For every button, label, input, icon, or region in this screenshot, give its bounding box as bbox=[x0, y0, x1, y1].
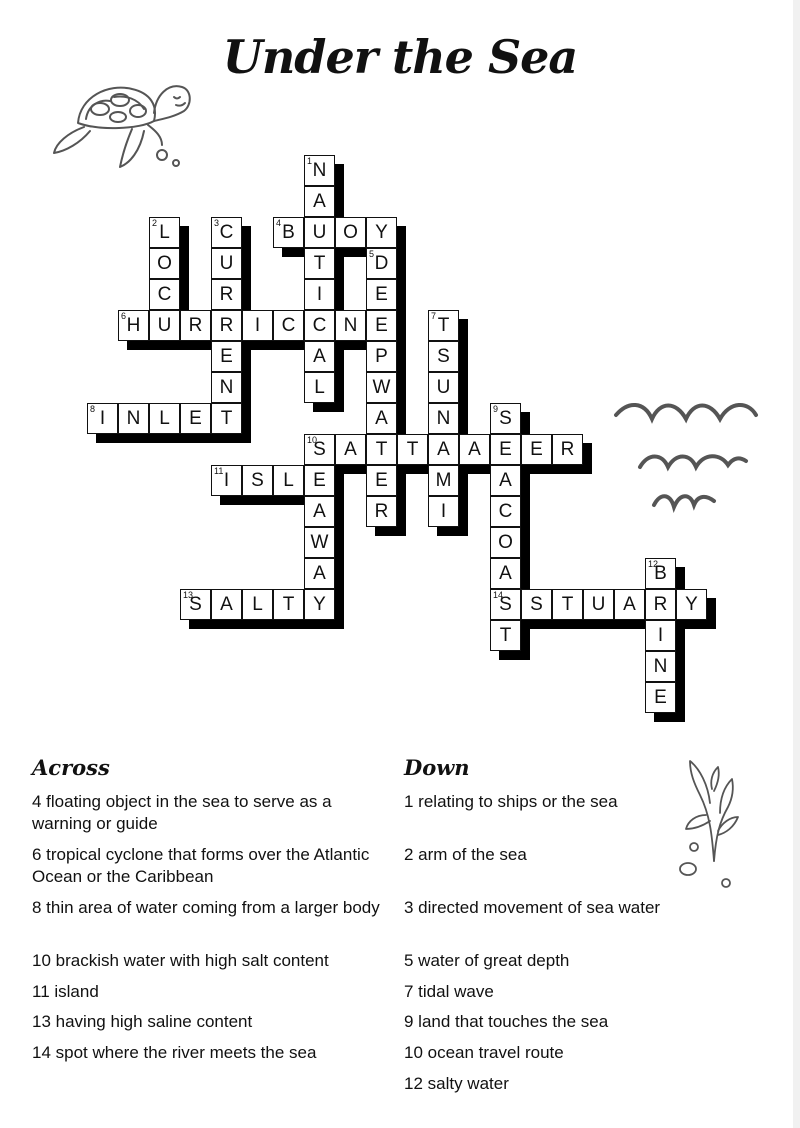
clue-number: 4 bbox=[276, 218, 282, 228]
crossword-cell[interactable]: R bbox=[366, 496, 397, 527]
crossword-cell[interactable]: U bbox=[304, 217, 335, 248]
clue-number: 7 bbox=[431, 311, 437, 321]
crossword-cell[interactable]: U bbox=[428, 372, 459, 403]
down-clue-10: 10 ocean travel route bbox=[404, 1043, 564, 1062]
crossword-cell[interactable]: W bbox=[366, 372, 397, 403]
crossword-cell[interactable]: C bbox=[490, 496, 521, 527]
crossword-cell[interactable]: T bbox=[490, 620, 521, 651]
down-clue-2: 2 arm of the sea bbox=[404, 845, 527, 864]
crossword-cell[interactable]: M bbox=[428, 465, 459, 496]
crossword-cell[interactable]: Y bbox=[304, 589, 335, 620]
crossword-cell[interactable]: E bbox=[645, 682, 676, 713]
down-clue-12: 12 salty water bbox=[404, 1074, 509, 1093]
crossword-cell[interactable]: E bbox=[366, 310, 397, 341]
down-clue-7: 7 tidal wave bbox=[404, 982, 494, 1001]
seaweed-icon bbox=[670, 755, 750, 895]
crossword-cell[interactable]: N bbox=[645, 651, 676, 682]
crossword-cell[interactable]: E bbox=[211, 341, 242, 372]
crossword-cell[interactable]: E bbox=[180, 403, 211, 434]
crossword-cell[interactable]: T bbox=[273, 589, 304, 620]
crossword-cell[interactable]: S 10 bbox=[304, 434, 335, 465]
crossword-cell[interactable]: A bbox=[490, 558, 521, 589]
across-clue-10: 10 brackish water with high salt content bbox=[32, 951, 329, 970]
crossword-cell[interactable]: I bbox=[304, 279, 335, 310]
crossword-cell[interactable]: S 13 bbox=[180, 589, 211, 620]
crossword-cell[interactable]: R bbox=[552, 434, 583, 465]
across-clue-6: 6 tropical cyclone that forms over the Atlantic Ocean or the Caribbean bbox=[32, 845, 370, 886]
clue-number: 10 bbox=[307, 435, 318, 445]
crossword-cell[interactable]: A bbox=[459, 434, 490, 465]
crossword-cell[interactable]: S 9 bbox=[490, 403, 521, 434]
clue-number: 6 bbox=[121, 311, 127, 321]
crossword-cell[interactable]: B 4 bbox=[273, 217, 304, 248]
crossword-cell[interactable]: A bbox=[366, 403, 397, 434]
crossword-cell[interactable]: S bbox=[242, 465, 273, 496]
down-clue-5: 5 water of great depth bbox=[404, 951, 570, 970]
crossword-cell[interactable]: O bbox=[490, 527, 521, 558]
crossword-cell[interactable]: D 5 bbox=[366, 248, 397, 279]
crossword-cell[interactable]: I 8 bbox=[87, 403, 118, 434]
crossword-cell[interactable]: U bbox=[149, 310, 180, 341]
crossword-cell[interactable]: C bbox=[273, 310, 304, 341]
crossword-cell[interactable]: R bbox=[211, 279, 242, 310]
crossword-cell[interactable]: N bbox=[211, 372, 242, 403]
crossword-cell[interactable]: A bbox=[304, 186, 335, 217]
crossword-cell[interactable]: C bbox=[304, 310, 335, 341]
clue-number: 5 bbox=[369, 249, 375, 259]
down-heading: Down bbox=[404, 755, 470, 780]
crossword-cell[interactable]: A bbox=[490, 465, 521, 496]
crossword-cell[interactable]: A bbox=[304, 341, 335, 372]
crossword-cell[interactable]: O bbox=[335, 217, 366, 248]
clue-number: 3 bbox=[214, 218, 220, 228]
crossword-cell[interactable]: T bbox=[552, 589, 583, 620]
crossword-cell[interactable]: S 14 bbox=[490, 589, 521, 620]
crossword-cell[interactable]: B 12 bbox=[645, 558, 676, 589]
crossword-cell[interactable]: Y bbox=[676, 589, 707, 620]
crossword-cell[interactable]: L bbox=[149, 403, 180, 434]
crossword-cell[interactable]: E bbox=[304, 465, 335, 496]
crossword-cell[interactable]: L bbox=[242, 589, 273, 620]
crossword-cell[interactable]: R bbox=[211, 310, 242, 341]
crossword-cell[interactable]: E bbox=[366, 465, 397, 496]
crossword-cell[interactable]: N bbox=[118, 403, 149, 434]
crossword-cell[interactable]: T bbox=[304, 248, 335, 279]
clue-number: 2 bbox=[152, 218, 158, 228]
crossword-cell[interactable]: W bbox=[304, 527, 335, 558]
crossword-cell[interactable]: U bbox=[583, 589, 614, 620]
crossword-cell[interactable]: R bbox=[180, 310, 211, 341]
across-clue-13: 13 having high saline content bbox=[32, 1012, 253, 1031]
crossword-cell[interactable]: A bbox=[211, 589, 242, 620]
crossword-cell[interactable]: L bbox=[273, 465, 304, 496]
crossword-cell[interactable]: U bbox=[211, 248, 242, 279]
crossword-cell[interactable]: S bbox=[428, 341, 459, 372]
crossword-cell[interactable]: C 3 bbox=[211, 217, 242, 248]
crossword-cell[interactable]: I bbox=[242, 310, 273, 341]
crossword-cell[interactable]: T 7 bbox=[428, 310, 459, 341]
crossword-cell[interactable]: A bbox=[304, 496, 335, 527]
down-clue-1: 1 relating to ships or the sea bbox=[404, 792, 618, 811]
across-clue-14: 14 spot where the river meets the sea bbox=[32, 1043, 317, 1062]
clue-number: 12 bbox=[648, 559, 659, 569]
crossword-cell[interactable]: L 2 bbox=[149, 217, 180, 248]
clue-number: 13 bbox=[183, 590, 194, 600]
crossword-cell[interactable]: S bbox=[521, 589, 552, 620]
page-title: Under the Sea bbox=[222, 30, 578, 84]
crossword-cell[interactable]: A bbox=[614, 589, 645, 620]
crossword-cell[interactable]: A bbox=[304, 558, 335, 589]
crossword-cell[interactable]: I 11 bbox=[211, 465, 242, 496]
crossword-cell[interactable]: I bbox=[428, 496, 459, 527]
crossword-cell[interactable]: T bbox=[211, 403, 242, 434]
crossword-cell[interactable]: C bbox=[149, 279, 180, 310]
crossword-cell[interactable]: R bbox=[645, 589, 676, 620]
down-clue-3: 3 directed movement of sea water bbox=[404, 898, 661, 917]
across-heading: Across bbox=[32, 755, 110, 780]
across-clue-4: 4 floating object in the sea to serve as a warning or guide bbox=[32, 792, 332, 833]
crossword-cell[interactable]: L bbox=[304, 372, 335, 403]
crossword-cell[interactable]: N bbox=[428, 403, 459, 434]
crossword-cell[interactable]: E bbox=[366, 279, 397, 310]
crossword-cell[interactable]: P bbox=[366, 341, 397, 372]
clue-number: 1 bbox=[307, 156, 313, 166]
across-clue-8: 8 thin area of water coming from a larger body bbox=[32, 898, 380, 917]
crossword-cell[interactable]: T bbox=[366, 434, 397, 465]
down-clue-9: 9 land that touches the sea bbox=[404, 1012, 609, 1031]
clue-number: 8 bbox=[90, 404, 96, 414]
clue-number: 11 bbox=[214, 466, 224, 476]
crossword-cell[interactable]: Y bbox=[366, 217, 397, 248]
crossword-cell[interactable]: H 6 bbox=[118, 310, 149, 341]
across-clue-11: 11 island bbox=[32, 982, 99, 1001]
clue-number: 9 bbox=[493, 404, 499, 414]
crossword-cell[interactable]: O bbox=[149, 248, 180, 279]
clue-number: 14 bbox=[493, 590, 504, 600]
crossword-cell[interactable]: A bbox=[335, 434, 366, 465]
crossword-cell[interactable]: I bbox=[645, 620, 676, 651]
crossword-cell[interactable]: T bbox=[397, 434, 428, 465]
crossword-cell[interactable]: A bbox=[428, 434, 459, 465]
crossword-cell[interactable]: E bbox=[521, 434, 552, 465]
crossword-cell[interactable]: N bbox=[335, 310, 366, 341]
crossword-cell[interactable]: E bbox=[490, 434, 521, 465]
crossword-cell[interactable]: N 1 bbox=[304, 155, 335, 186]
